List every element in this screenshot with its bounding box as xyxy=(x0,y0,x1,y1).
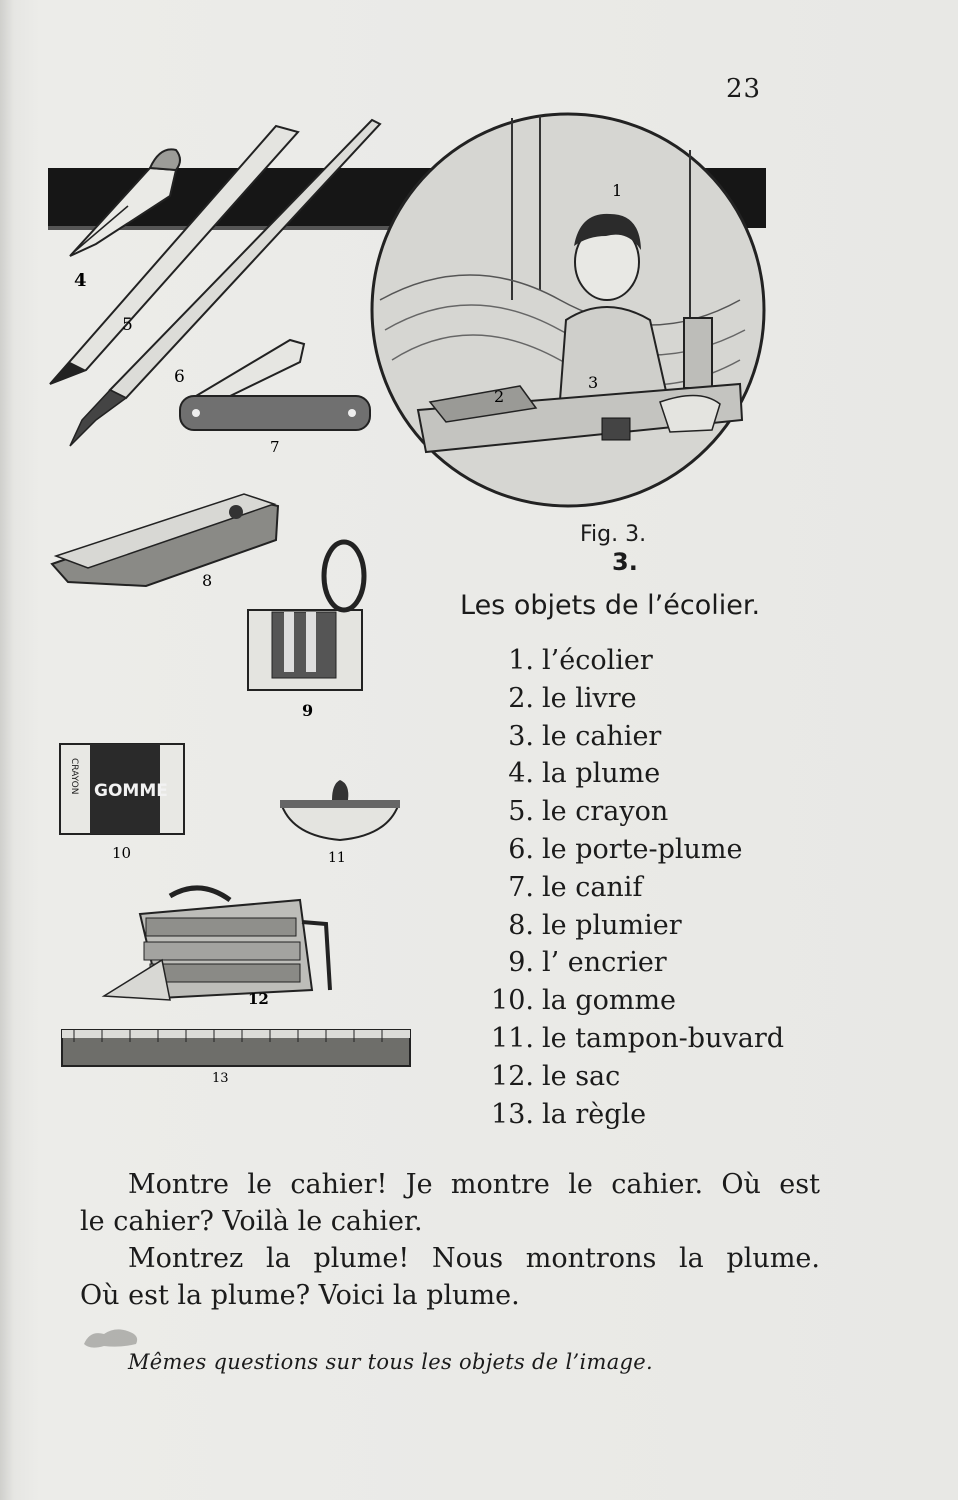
satchel-drawing xyxy=(104,888,330,1008)
vocabulary-word: le livre xyxy=(542,682,637,714)
vocabulary-item xyxy=(478,907,808,945)
label-6: 6 xyxy=(174,367,185,387)
label-3: 3 xyxy=(588,373,599,392)
lesson-title: Les objets de l’écolier. xyxy=(460,590,761,621)
dialogue-line: Où est la plume? Voici la plume. xyxy=(80,1280,520,1311)
vocabulary-word: le porte-plume xyxy=(542,833,743,865)
vocabulary-item xyxy=(478,944,808,982)
figure-caption: Fig. 3. xyxy=(580,522,647,547)
label-4: 4 xyxy=(74,270,87,291)
vocabulary-number: 10. xyxy=(491,985,534,1017)
vocabulary-word: l’ encrier xyxy=(542,947,667,979)
exercise-instruction: Mêmes questions sur tous les objets de l’image. xyxy=(128,1350,653,1374)
vocabulary-number: 12. xyxy=(491,1060,534,1092)
label-8: 8 xyxy=(202,571,213,590)
lesson-number: 3. xyxy=(612,548,638,576)
vocabulary-number: 6. xyxy=(508,833,534,865)
schoolboy-scene xyxy=(372,114,764,506)
vocabulary-item xyxy=(478,869,808,907)
vocabulary-item xyxy=(478,718,808,756)
label-5: 5 xyxy=(122,315,133,335)
eraser-brand-text: GOMME xyxy=(94,781,168,801)
vocabulary-number: 4. xyxy=(508,758,534,790)
vocabulary-number: 7. xyxy=(508,871,534,903)
vocabulary-number: 9. xyxy=(508,947,534,979)
vocabulary-number: 13. xyxy=(491,1098,534,1130)
vocabulary-number: 3. xyxy=(508,720,534,752)
label-12: 12 xyxy=(248,990,269,1008)
vocabulary-number: 2. xyxy=(508,682,534,714)
vocabulary-item xyxy=(478,755,808,793)
vocabulary-item xyxy=(478,1058,808,1096)
label-1: 1 xyxy=(612,181,623,200)
vocabulary-item xyxy=(478,642,808,680)
dialogue-line: Montrez la plume! Nous montrons la plume. xyxy=(128,1243,820,1274)
vocabulary-word: le tampon-buvard xyxy=(542,1022,785,1054)
dialogue-line: Montre le cahier! Je montre le cahier. Où est xyxy=(128,1169,820,1200)
vocabulary-item xyxy=(478,982,808,1020)
vocabulary-number: 1. xyxy=(508,645,534,676)
ink-smudge xyxy=(80,1322,144,1350)
vocabulary-word: le canif xyxy=(542,871,643,903)
vocabulary-word: le sac xyxy=(542,1060,621,1092)
label-13: 13 xyxy=(212,1071,229,1086)
pencil-box-drawing xyxy=(52,494,278,590)
vocabulary-item xyxy=(478,1096,808,1134)
vocabulary-number: 5. xyxy=(508,796,534,828)
vocabulary-word: le plumier xyxy=(542,909,682,941)
page-number: 23 xyxy=(726,74,762,104)
vocabulary-number: 11. xyxy=(491,1022,534,1054)
vocabulary-word: la règle xyxy=(542,1098,647,1130)
label-11: 11 xyxy=(328,850,346,866)
label-10: 10 xyxy=(112,844,132,862)
eraser-drawing xyxy=(60,744,184,862)
vocabulary-number: 8. xyxy=(508,909,534,941)
vocabulary-word: la plume xyxy=(542,758,661,790)
vocabulary-item xyxy=(478,1020,808,1058)
vocabulary-word: le cahier xyxy=(542,720,662,752)
vocabulary-word: le crayon xyxy=(542,796,669,828)
label-2: 2 xyxy=(494,387,505,406)
label-9: 9 xyxy=(302,701,314,720)
vocabulary-item xyxy=(478,680,808,718)
vocabulary-list xyxy=(478,642,808,1133)
vocabulary-word: la gomme xyxy=(542,985,677,1017)
ruler-drawing xyxy=(62,1030,410,1086)
vocabulary-word: l’écolier xyxy=(542,645,653,676)
inkwell-drawing xyxy=(248,542,364,720)
label-7: 7 xyxy=(270,438,280,456)
vocabulary-item xyxy=(478,831,808,869)
dialogue-text xyxy=(80,1166,820,1314)
eraser-side-text: CRAYON xyxy=(69,758,79,795)
vocabulary-item xyxy=(478,793,808,831)
pocket-knife-drawing xyxy=(180,340,370,456)
dialogue-line: le cahier? Voilà le cahier. xyxy=(80,1206,423,1237)
blotter-drawing xyxy=(280,780,400,866)
